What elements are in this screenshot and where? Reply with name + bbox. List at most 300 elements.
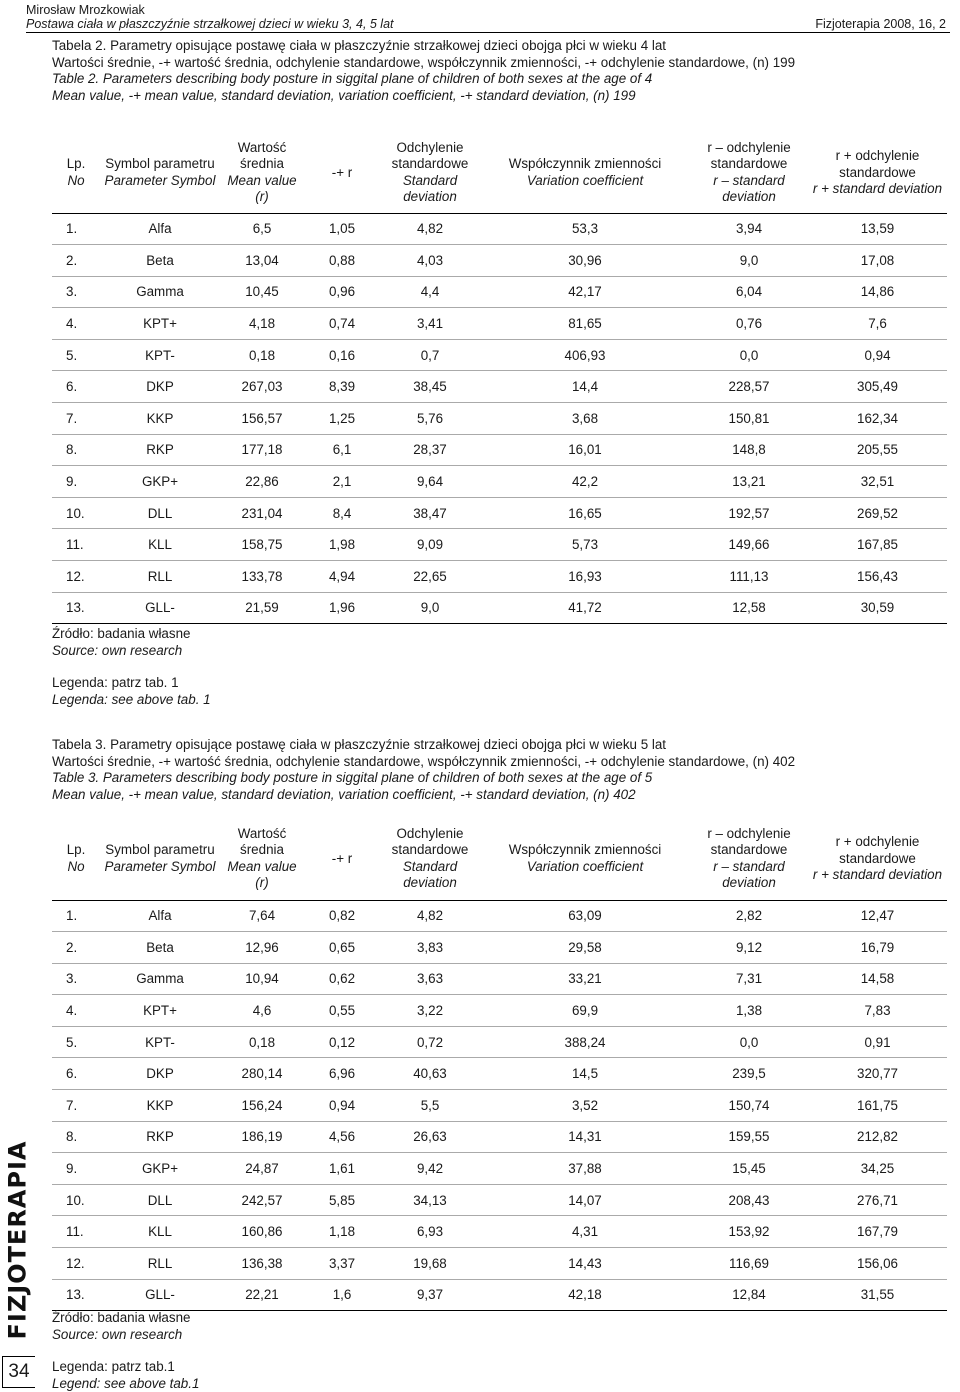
table-cell: 0,94 bbox=[808, 339, 947, 371]
table2-legend-pl: Legenda: patrz tab. 1 bbox=[52, 675, 211, 692]
table-cell: 14,07 bbox=[480, 1184, 690, 1216]
table-cell: 2,1 bbox=[304, 466, 380, 498]
table-cell: 305,49 bbox=[808, 371, 947, 403]
table3-source-en: Source: own research bbox=[52, 1327, 199, 1344]
table-row bbox=[52, 932, 947, 964]
table-cell: 13,04 bbox=[220, 245, 304, 277]
table-row bbox=[52, 403, 947, 435]
table-cell: 4,18 bbox=[220, 308, 304, 340]
column-header-pl: r + odchylenie standardowe bbox=[810, 834, 945, 867]
table-cell: 14,4 bbox=[480, 371, 690, 403]
table-cell: 1,25 bbox=[304, 403, 380, 435]
table-cell: 5,76 bbox=[380, 403, 480, 435]
table3-legend-pl: Legenda: patrz tab.1 bbox=[52, 1359, 199, 1376]
table-cell: 7,64 bbox=[220, 900, 304, 932]
table-row bbox=[52, 1248, 947, 1280]
column-header bbox=[380, 818, 480, 900]
table-cell: 167,79 bbox=[808, 1216, 947, 1248]
table-cell: 31,55 bbox=[808, 1279, 947, 1311]
table-cell: 149,66 bbox=[690, 529, 808, 561]
table-cell: 6. bbox=[52, 371, 100, 403]
table-cell: 156,57 bbox=[220, 403, 304, 435]
table-cell: 14,43 bbox=[480, 1248, 690, 1280]
column-header-pl: Lp. bbox=[54, 156, 98, 173]
table-cell: 9. bbox=[52, 1153, 100, 1185]
table-cell: 167,85 bbox=[808, 529, 947, 561]
table-cell: 11. bbox=[52, 1216, 100, 1248]
table-cell: 0,18 bbox=[220, 1026, 304, 1058]
column-header-pl: r – odchylenie standardowe bbox=[692, 826, 806, 859]
column-header-en: r + standard deviation bbox=[810, 181, 945, 198]
table-cell: 4,31 bbox=[480, 1216, 690, 1248]
table-cell: 9,0 bbox=[690, 245, 808, 277]
table-cell: 205,55 bbox=[808, 434, 947, 466]
table-cell: 7,6 bbox=[808, 308, 947, 340]
table-row bbox=[52, 1058, 947, 1090]
table-cell: 12. bbox=[52, 561, 100, 593]
table2-caption bbox=[52, 38, 947, 104]
table-row bbox=[52, 339, 947, 371]
column-header-pl: Symbol parametru bbox=[102, 842, 218, 859]
column-header-pl: Współczynnik zmienności bbox=[482, 842, 688, 859]
column-header-pl: Odchylenie standardowe bbox=[382, 826, 478, 859]
table-cell: 10,94 bbox=[220, 963, 304, 995]
table-cell: 42,17 bbox=[480, 276, 690, 308]
table-row bbox=[52, 497, 947, 529]
table3-body bbox=[52, 900, 947, 1311]
column-header-pl: r – odchylenie standardowe bbox=[692, 140, 806, 173]
table-cell: 280,14 bbox=[220, 1058, 304, 1090]
table-cell: 4,82 bbox=[380, 213, 480, 245]
column-header bbox=[304, 133, 380, 213]
column-header bbox=[304, 818, 380, 900]
table-cell: 1,05 bbox=[304, 213, 380, 245]
table-row bbox=[52, 592, 947, 624]
running-header bbox=[26, 3, 394, 31]
table-cell: 9,0 bbox=[380, 592, 480, 624]
table-cell: Gamma bbox=[100, 963, 220, 995]
table-cell: Alfa bbox=[100, 900, 220, 932]
table-cell: 4,82 bbox=[380, 900, 480, 932]
table-cell: 269,52 bbox=[808, 497, 947, 529]
table-cell: 14,31 bbox=[480, 1121, 690, 1153]
table-cell: KPT- bbox=[100, 339, 220, 371]
table-cell: RLL bbox=[100, 561, 220, 593]
table-cell: 16,65 bbox=[480, 497, 690, 529]
table2-legend-en: Legenda: see above tab. 1 bbox=[52, 692, 211, 709]
table-cell: 136,38 bbox=[220, 1248, 304, 1280]
table-row bbox=[52, 245, 947, 277]
table-cell: 4,03 bbox=[380, 245, 480, 277]
table-cell: 148,8 bbox=[690, 434, 808, 466]
table-cell: 320,77 bbox=[808, 1058, 947, 1090]
header-rule bbox=[26, 32, 950, 33]
table-cell: 22,86 bbox=[220, 466, 304, 498]
column-header-en: Mean value (r) bbox=[222, 859, 302, 892]
table2-caption-pl: Tabela 2. Parametry opisujące postawę ciała w płaszczyźnie strzałkowej dzieci obojga płci w wieku 4 lat bbox=[52, 38, 947, 55]
table-cell: 6,96 bbox=[304, 1058, 380, 1090]
table-cell: 5. bbox=[52, 339, 100, 371]
table-cell: 14,5 bbox=[480, 1058, 690, 1090]
table-cell: 276,71 bbox=[808, 1184, 947, 1216]
table-cell: 34,25 bbox=[808, 1153, 947, 1185]
table-cell: 12,58 bbox=[690, 592, 808, 624]
table-cell: 267,03 bbox=[220, 371, 304, 403]
table-cell: 0,65 bbox=[304, 932, 380, 964]
table-cell: GKP+ bbox=[100, 1153, 220, 1185]
table-cell: 0,0 bbox=[690, 1026, 808, 1058]
table-cell: 0,91 bbox=[808, 1026, 947, 1058]
table-cell: 5,73 bbox=[480, 529, 690, 561]
table-cell: 40,63 bbox=[380, 1058, 480, 1090]
table-row bbox=[52, 900, 947, 932]
column-header bbox=[52, 818, 100, 900]
table-cell: 242,57 bbox=[220, 1184, 304, 1216]
table-cell: 41,72 bbox=[480, 592, 690, 624]
table-cell: 153,92 bbox=[690, 1216, 808, 1248]
table-cell: 2. bbox=[52, 932, 100, 964]
column-header-pl: r + odchylenie standardowe bbox=[810, 148, 945, 181]
table-cell: 16,01 bbox=[480, 434, 690, 466]
table-cell: 208,43 bbox=[690, 1184, 808, 1216]
table-cell: 186,19 bbox=[220, 1121, 304, 1153]
table-cell: 1,18 bbox=[304, 1216, 380, 1248]
table-cell: RKP bbox=[100, 1121, 220, 1153]
page-number: 34 bbox=[2, 1356, 35, 1388]
table-row bbox=[52, 1153, 947, 1185]
table3-caption-pl: Tabela 3. Parametry opisujące postawę ciała w płaszczyźnie strzałkowej dzieci obojga płci w wieku 5 lat bbox=[52, 737, 947, 754]
table-cell: 192,57 bbox=[690, 497, 808, 529]
table-cell: 13,59 bbox=[808, 213, 947, 245]
column-header bbox=[808, 133, 947, 213]
table-cell: 10. bbox=[52, 497, 100, 529]
table-cell: 29,58 bbox=[480, 932, 690, 964]
column-header bbox=[480, 133, 690, 213]
table-cell: 28,37 bbox=[380, 434, 480, 466]
table-row bbox=[52, 276, 947, 308]
table-cell: 5. bbox=[52, 1026, 100, 1058]
table-cell: 24,87 bbox=[220, 1153, 304, 1185]
table-cell: 38,45 bbox=[380, 371, 480, 403]
table-cell: 0,62 bbox=[304, 963, 380, 995]
column-header bbox=[690, 133, 808, 213]
column-header-pl: Wartość średnia bbox=[222, 826, 302, 859]
column-header bbox=[480, 818, 690, 900]
table2-header-row bbox=[52, 133, 947, 213]
table-row bbox=[52, 434, 947, 466]
table-cell: 0,7 bbox=[380, 339, 480, 371]
column-header-pl: Wartość średnia bbox=[222, 140, 302, 173]
table-cell: KKP bbox=[100, 1090, 220, 1122]
table-row bbox=[52, 1121, 947, 1153]
table-cell: 4,94 bbox=[304, 561, 380, 593]
table-cell: 156,06 bbox=[808, 1248, 947, 1280]
journal-citation: Fizjoterapia 2008, 16, 2 bbox=[815, 17, 946, 31]
table-cell: 4,4 bbox=[380, 276, 480, 308]
table3-caption-pl-2: Wartości średnie, -+ wartość średnia, odchylenie standardowe, współczynnik zmienności, -+ odchylenie standardowe, (n) 402 bbox=[52, 754, 947, 771]
table-row bbox=[52, 561, 947, 593]
table-cell: 16,79 bbox=[808, 932, 947, 964]
table-cell: 9,09 bbox=[380, 529, 480, 561]
table-cell: 30,59 bbox=[808, 592, 947, 624]
table2-caption-en: Table 2. Parameters describing body posture in siggital plane of children of both sexes at the age of 4 bbox=[52, 71, 947, 88]
table-cell: 69,9 bbox=[480, 995, 690, 1027]
table-cell: DLL bbox=[100, 497, 220, 529]
table-cell: 33,21 bbox=[480, 963, 690, 995]
table-cell: 1,98 bbox=[304, 529, 380, 561]
table-cell: 26,63 bbox=[380, 1121, 480, 1153]
column-header-en: Parameter Symbol bbox=[102, 859, 218, 876]
column-header bbox=[808, 818, 947, 900]
table-row bbox=[52, 995, 947, 1027]
table-cell: 1,6 bbox=[304, 1279, 380, 1311]
table-cell: KPT- bbox=[100, 1026, 220, 1058]
table-cell: KLL bbox=[100, 529, 220, 561]
table-cell: GLL- bbox=[100, 592, 220, 624]
table-cell: DKP bbox=[100, 1058, 220, 1090]
table-cell: 7,83 bbox=[808, 995, 947, 1027]
table-cell: 3,37 bbox=[304, 1248, 380, 1280]
table-cell: 0,76 bbox=[690, 308, 808, 340]
column-header-en: Variation coefficient bbox=[482, 173, 688, 190]
column-header-en: Standard deviation bbox=[382, 173, 478, 206]
table3-source-pl: Źródło: badania własne bbox=[52, 1310, 199, 1327]
table-cell: 7,31 bbox=[690, 963, 808, 995]
table-cell: Beta bbox=[100, 932, 220, 964]
journal-logo-text: FIZJOTERAPIA bbox=[3, 1141, 31, 1340]
table-cell: 133,78 bbox=[220, 561, 304, 593]
table-cell: 0,72 bbox=[380, 1026, 480, 1058]
column-header bbox=[220, 133, 304, 213]
table-cell: 19,68 bbox=[380, 1248, 480, 1280]
table-cell: 8. bbox=[52, 434, 100, 466]
author-name: Mirosław Mrozkowiak bbox=[26, 3, 394, 17]
table-cell: 5,5 bbox=[380, 1090, 480, 1122]
table-cell: 160,86 bbox=[220, 1216, 304, 1248]
table-cell: 0,55 bbox=[304, 995, 380, 1027]
table-cell: 81,65 bbox=[480, 308, 690, 340]
table-cell: 156,43 bbox=[808, 561, 947, 593]
table2-body bbox=[52, 213, 947, 624]
table-cell: 0,16 bbox=[304, 339, 380, 371]
table-cell: 3. bbox=[52, 963, 100, 995]
column-header-en: Standard deviation bbox=[382, 859, 478, 892]
table-cell: 0,96 bbox=[304, 276, 380, 308]
table-cell: Alfa bbox=[100, 213, 220, 245]
table-cell: 63,09 bbox=[480, 900, 690, 932]
table-cell: KPT+ bbox=[100, 995, 220, 1027]
table-cell: 1,96 bbox=[304, 592, 380, 624]
table2-caption-en-2: Mean value, -+ mean value, standard deviation, variation coefficient, -+ standard deviation, (n) 199 bbox=[52, 88, 947, 105]
column-header-pl: Symbol parametru bbox=[102, 156, 218, 173]
table-row bbox=[52, 466, 947, 498]
table3-caption bbox=[52, 737, 947, 803]
table-cell: 3,63 bbox=[380, 963, 480, 995]
table-cell: 7. bbox=[52, 403, 100, 435]
table-cell: 406,93 bbox=[480, 339, 690, 371]
table-cell: 8. bbox=[52, 1121, 100, 1153]
table-cell: 8,39 bbox=[304, 371, 380, 403]
table-cell: 177,18 bbox=[220, 434, 304, 466]
table-cell: 3,22 bbox=[380, 995, 480, 1027]
article-title: Postawa ciała w płaszczyźnie strzałkowej dzieci w wieku 3, 4, 5 lat bbox=[26, 17, 394, 31]
table-cell: 37,88 bbox=[480, 1153, 690, 1185]
table-cell: DKP bbox=[100, 371, 220, 403]
table-cell: RKP bbox=[100, 434, 220, 466]
table-cell: 3,68 bbox=[480, 403, 690, 435]
table-cell: 9,64 bbox=[380, 466, 480, 498]
table-cell: 0,0 bbox=[690, 339, 808, 371]
table3-caption-en-2: Mean value, -+ mean value, standard deviation, variation coefficient, -+ standard deviation, (n) 402 bbox=[52, 787, 947, 804]
table-cell: 3,52 bbox=[480, 1090, 690, 1122]
table-cell: 9. bbox=[52, 466, 100, 498]
table-cell: 0,12 bbox=[304, 1026, 380, 1058]
table3-caption-en: Table 3. Parameters describing body posture in siggital plane of children of both sexes at the age of 5 bbox=[52, 770, 947, 787]
table-cell: 158,75 bbox=[220, 529, 304, 561]
table-cell: 4,56 bbox=[304, 1121, 380, 1153]
table-row bbox=[52, 213, 947, 245]
table-cell: 6,04 bbox=[690, 276, 808, 308]
table-cell: 15,45 bbox=[690, 1153, 808, 1185]
column-header-pl: Lp. bbox=[54, 842, 98, 859]
table-cell: 3,83 bbox=[380, 932, 480, 964]
table-cell: 150,74 bbox=[690, 1090, 808, 1122]
table-cell: 228,57 bbox=[690, 371, 808, 403]
table-cell: 42,18 bbox=[480, 1279, 690, 1311]
table-row bbox=[52, 308, 947, 340]
table2 bbox=[52, 133, 947, 624]
table-cell: 159,55 bbox=[690, 1121, 808, 1153]
column-header-pl: Odchylenie standardowe bbox=[382, 140, 478, 173]
table-row bbox=[52, 1184, 947, 1216]
table-cell: 12,96 bbox=[220, 932, 304, 964]
table-row bbox=[52, 1090, 947, 1122]
table-cell: 5,85 bbox=[304, 1184, 380, 1216]
column-header-en: Parameter Symbol bbox=[102, 173, 218, 190]
table-cell: 10,45 bbox=[220, 276, 304, 308]
table-cell: 9,12 bbox=[690, 932, 808, 964]
table-cell: 1,38 bbox=[690, 995, 808, 1027]
table-cell: KLL bbox=[100, 1216, 220, 1248]
journal-logo bbox=[2, 1150, 32, 1330]
table-cell: 22,65 bbox=[380, 561, 480, 593]
table-cell: 162,34 bbox=[808, 403, 947, 435]
table-cell: 10. bbox=[52, 1184, 100, 1216]
table-cell: 4. bbox=[52, 995, 100, 1027]
table-cell: 30,96 bbox=[480, 245, 690, 277]
table-cell: 9,37 bbox=[380, 1279, 480, 1311]
table-cell: 6,93 bbox=[380, 1216, 480, 1248]
table-cell: RLL bbox=[100, 1248, 220, 1280]
table-row bbox=[52, 1026, 947, 1058]
table-cell: GKP+ bbox=[100, 466, 220, 498]
table-cell: 34,13 bbox=[380, 1184, 480, 1216]
column-header bbox=[100, 133, 220, 213]
table-cell: 0,94 bbox=[304, 1090, 380, 1122]
column-header-en: Mean value (r) bbox=[222, 173, 302, 206]
table-cell: Beta bbox=[100, 245, 220, 277]
column-header bbox=[380, 133, 480, 213]
table-cell: 13. bbox=[52, 592, 100, 624]
table-cell: 6,5 bbox=[220, 213, 304, 245]
column-header-en: Variation coefficient bbox=[482, 859, 688, 876]
table-cell: 3,41 bbox=[380, 308, 480, 340]
table-cell: 1,61 bbox=[304, 1153, 380, 1185]
table-cell: 38,47 bbox=[380, 497, 480, 529]
table-cell: 6,1 bbox=[304, 434, 380, 466]
table-cell: 0,74 bbox=[304, 308, 380, 340]
table-cell: DLL bbox=[100, 1184, 220, 1216]
table-cell: 14,58 bbox=[808, 963, 947, 995]
table-row bbox=[52, 1216, 947, 1248]
table-cell: 239,5 bbox=[690, 1058, 808, 1090]
table-cell: 156,24 bbox=[220, 1090, 304, 1122]
table-cell: 2,82 bbox=[690, 900, 808, 932]
table-row bbox=[52, 1279, 947, 1311]
table2-source-pl: Źródło: badania własne bbox=[52, 626, 211, 643]
table-cell: GLL- bbox=[100, 1279, 220, 1311]
table-cell: KKP bbox=[100, 403, 220, 435]
table-cell: 12,47 bbox=[808, 900, 947, 932]
table-cell: 16,93 bbox=[480, 561, 690, 593]
table-cell: 0,82 bbox=[304, 900, 380, 932]
column-header-en: No bbox=[54, 173, 98, 190]
table-cell: 13. bbox=[52, 1279, 100, 1311]
table-cell: 6. bbox=[52, 1058, 100, 1090]
column-header bbox=[220, 818, 304, 900]
column-header-en: No bbox=[54, 859, 98, 876]
table-cell: 4,6 bbox=[220, 995, 304, 1027]
table-cell: Gamma bbox=[100, 276, 220, 308]
table-cell: 32,51 bbox=[808, 466, 947, 498]
table-cell: 8,4 bbox=[304, 497, 380, 529]
table-cell: 22,21 bbox=[220, 1279, 304, 1311]
table3-notes bbox=[52, 1310, 199, 1392]
column-header-pl: -+ r bbox=[306, 165, 378, 182]
table-cell: 14,86 bbox=[808, 276, 947, 308]
table-cell: 0,88 bbox=[304, 245, 380, 277]
table2-caption-pl-2: Wartości średnie, -+ wartość średnia, odchylenie standardowe, współczynnik zmienności, -+ odchylenie standardowe, (n) 199 bbox=[52, 55, 947, 72]
table-cell: 13,21 bbox=[690, 466, 808, 498]
table-cell: 12. bbox=[52, 1248, 100, 1280]
column-header-en: r – standard deviation bbox=[692, 859, 806, 892]
column-header-pl: -+ r bbox=[306, 851, 378, 868]
table-cell: 1. bbox=[52, 213, 100, 245]
column-header-pl: Współczynnik zmienności bbox=[482, 156, 688, 173]
table-cell: 2. bbox=[52, 245, 100, 277]
table-cell: 161,75 bbox=[808, 1090, 947, 1122]
table2-notes bbox=[52, 626, 211, 708]
column-header-en: r + standard deviation bbox=[810, 867, 945, 884]
table-cell: 150,81 bbox=[690, 403, 808, 435]
table-cell: 12,84 bbox=[690, 1279, 808, 1311]
table3 bbox=[52, 818, 947, 1311]
table-cell: 53,3 bbox=[480, 213, 690, 245]
table-cell: 4. bbox=[52, 308, 100, 340]
table-cell: 3. bbox=[52, 276, 100, 308]
table-row bbox=[52, 371, 947, 403]
column-header bbox=[690, 818, 808, 900]
table3-legend-en: Legend: see above tab.1 bbox=[52, 1376, 199, 1392]
table-row bbox=[52, 963, 947, 995]
table3-header-row bbox=[52, 818, 947, 900]
table-cell: 42,2 bbox=[480, 466, 690, 498]
table-cell: 1. bbox=[52, 900, 100, 932]
table-cell: 7. bbox=[52, 1090, 100, 1122]
column-header bbox=[52, 133, 100, 213]
table-cell: 11. bbox=[52, 529, 100, 561]
table-cell: 111,13 bbox=[690, 561, 808, 593]
